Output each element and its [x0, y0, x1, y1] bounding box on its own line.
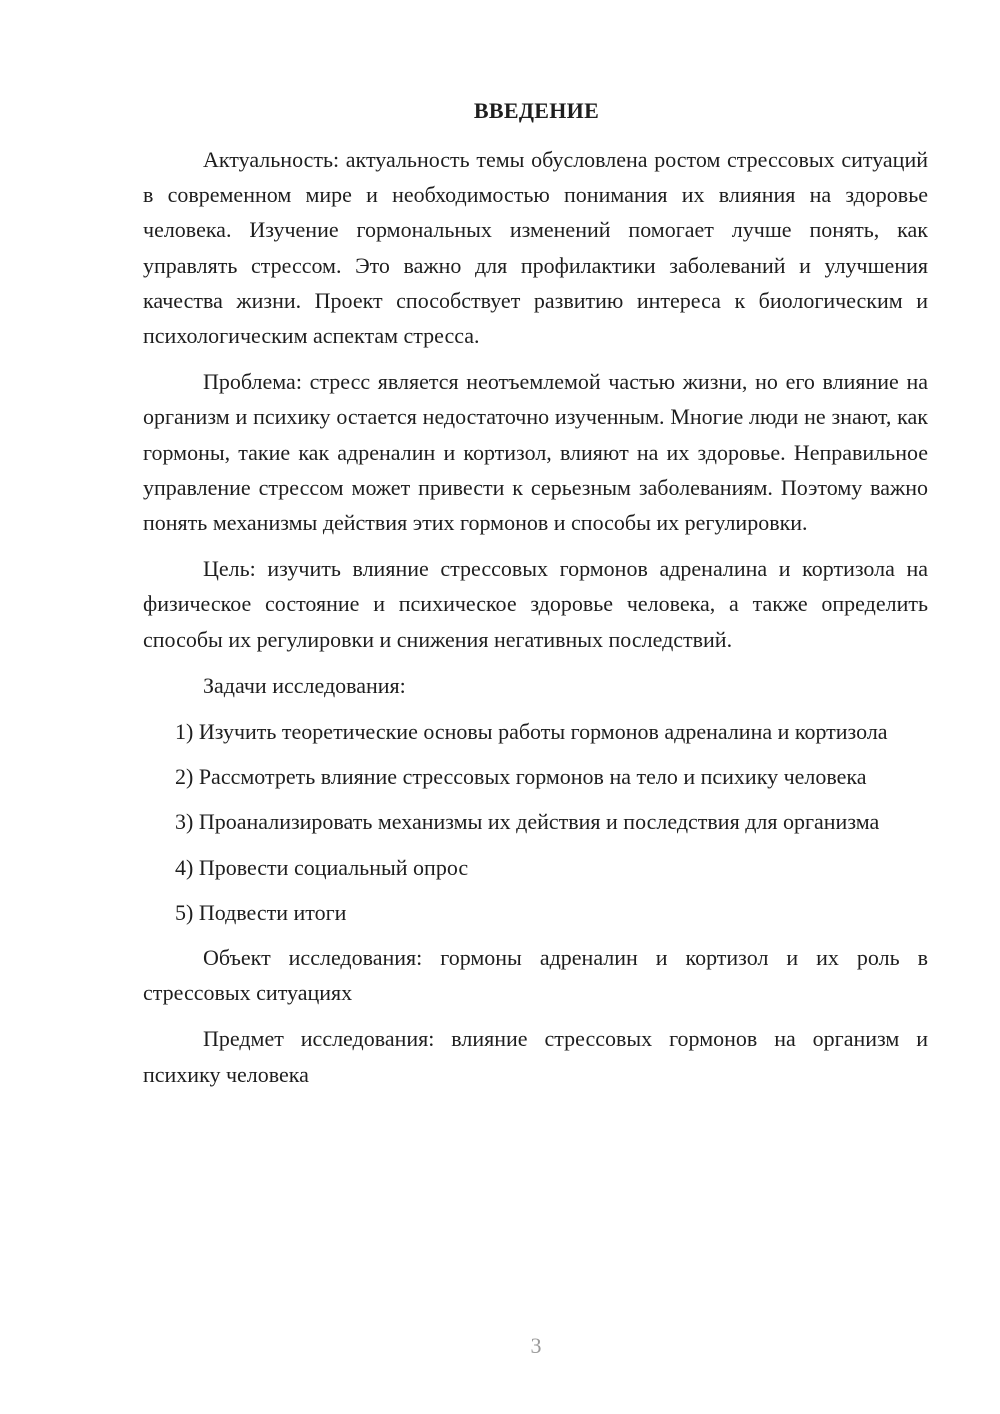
tasks-list — [143, 714, 928, 930]
list-item: 4) Провести социальный опрос — [175, 854, 469, 880]
object-paragraph: Объект исследования: гормоны адреналин и кортизол и их роль в стрессовых ситуациях — [143, 945, 928, 1006]
relevance-paragraph: Актуальность: актуальность темы обусловлена ростом стрессовых ситуаций в современном мире и необходимостью понимания их влияния на здоровье человека. Изучение гормональных изменений помогает лучше понять, как управлять стрессом. Это важно для профилактики заболеваний и улучшения качества жизни. Проект способствует развитию интереса к биологическим и психологическим аспектам стресса. — [143, 147, 928, 349]
problem-paragraph: Проблема: стресс является неотъемлемой частью жизни, но его влияние на организм и психику остается недостаточно изученным. Многие люди не знают, как гормоны, такие как адреналин и кортизол, влияют на их здоровье. Неправильное управление стрессом может привести к серьезным заболеваниям. Поэтому важно понять механизмы действия этих гормонов и способы их регулировки. — [143, 369, 928, 536]
subject-paragraph: Предмет исследования: влияние стрессовых гормонов на организм и психику человека — [143, 1026, 928, 1087]
list-item: 3) Проанализировать механизмы их действия и последствия для организма — [175, 809, 880, 835]
document-page — [143, 93, 928, 1103]
page-title: ВВЕДЕНИЕ — [473, 98, 600, 123]
list-item: 5) Подвести итоги — [175, 899, 347, 925]
page-number: 3 — [530, 1333, 542, 1358]
list-item: 1) Изучить теоретические основы работы гормонов адреналина и кортизола — [175, 719, 888, 745]
goal-paragraph: Цель: изучить влияние стрессовых гормонов адреналина и кортизола на физическое состояние и психическое здоровье человека, а также определить способы их регулировки и снижения негативных последствий. — [143, 556, 928, 652]
list-item: 2) Рассмотреть влияние стрессовых гормонов на тело и психику человека — [175, 764, 867, 790]
tasks-heading: Задачи исследования: — [203, 672, 406, 698]
